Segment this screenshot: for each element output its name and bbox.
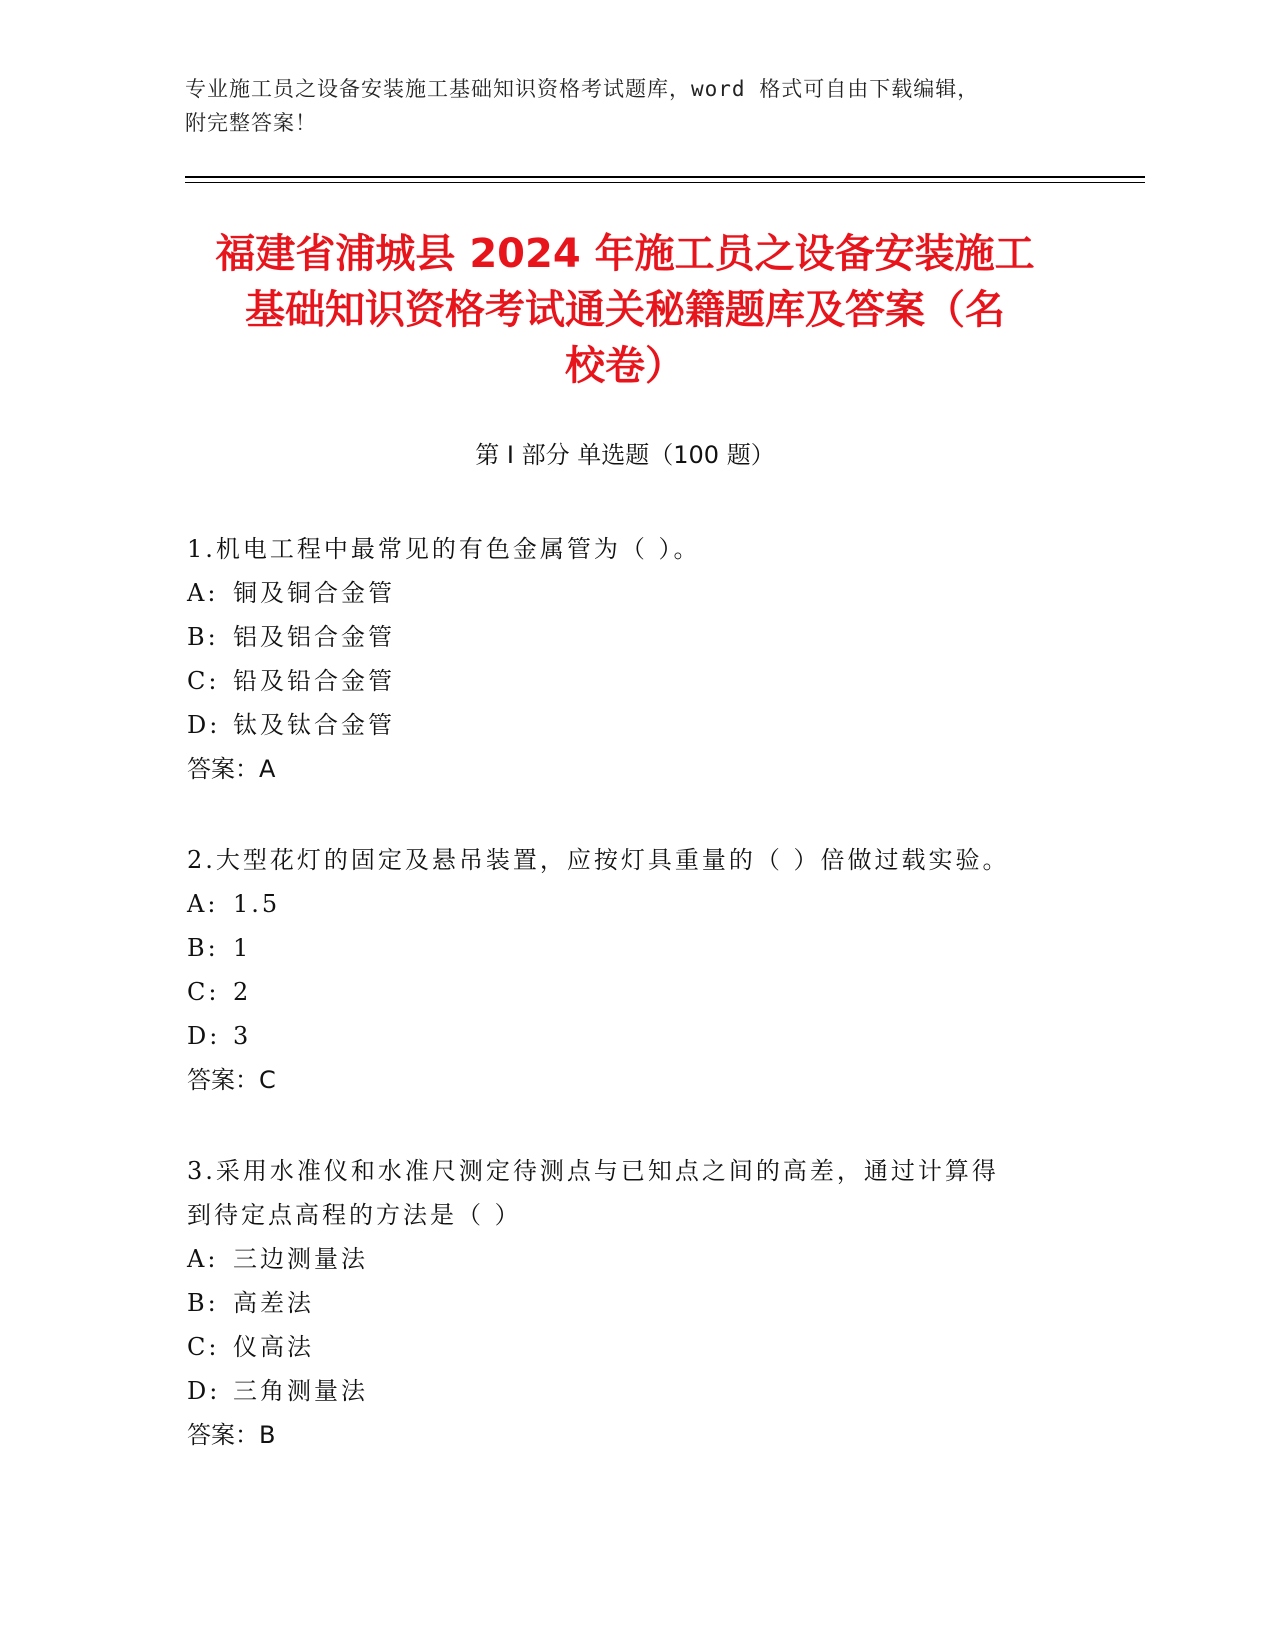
question-stem: 1.机电工程中最常见的有色金属管为（ ）。: [187, 535, 701, 563]
option-text: 铅及铅合金管: [233, 667, 395, 695]
option-key: C:: [187, 1333, 220, 1361]
option-key: D:: [187, 1022, 221, 1050]
question-1: [187, 527, 1087, 791]
option-a: [187, 1237, 1087, 1281]
question-list: [187, 527, 1087, 1504]
option-key: C:: [187, 667, 220, 695]
option-text: 三角测量法: [233, 1377, 368, 1405]
document-title-line: 校卷）: [565, 343, 685, 389]
option-d: [187, 1369, 1087, 1413]
option-text: 2: [233, 978, 252, 1006]
answer-line: 答案：B: [187, 1421, 276, 1449]
option-d: [187, 1014, 1087, 1058]
question-3: [187, 1149, 1087, 1457]
option-text: 1: [233, 934, 252, 962]
option-text: 三边测量法: [233, 1245, 368, 1273]
section-heading: 第 I 部分 单选题（100 题）: [475, 441, 775, 469]
document-title-line: 福建省浦城县 2024 年施工员之设备安装施工: [215, 231, 1035, 277]
option-a: [187, 571, 1087, 615]
option-c: [187, 1325, 1087, 1369]
option-b: [187, 615, 1087, 659]
document-title-line: 基础知识资格考试通关秘籍题库及答案（名: [245, 287, 1005, 333]
option-text: 仪高法: [233, 1333, 314, 1361]
option-d: [187, 703, 1087, 747]
question-stem: 到待定点高程的方法是（ ）: [187, 1201, 522, 1229]
option-key: D:: [187, 711, 221, 739]
answer-line: 答案：C: [187, 1066, 276, 1094]
option-text: 铜及铜合金管: [233, 579, 395, 607]
option-key: D:: [187, 1377, 221, 1405]
option-b: [187, 926, 1087, 970]
header-note-line: 专业施工员之设备安装施工基础知识资格考试题库，word 格式可自由下载编辑，: [185, 77, 980, 101]
document-title: [185, 226, 1065, 394]
header-note: [185, 72, 1065, 140]
option-text: 3: [233, 1022, 252, 1050]
header-divider-thin: [185, 182, 1145, 183]
option-key: B:: [187, 934, 219, 962]
option-c: [187, 970, 1087, 1014]
option-key: A:: [187, 1245, 219, 1273]
option-key: B:: [187, 623, 219, 651]
option-c: [187, 659, 1087, 703]
question-stem: 3.采用水准仪和水准尺测定待测点与已知点之间的高差，通过计算得: [187, 1157, 999, 1185]
option-key: A:: [187, 579, 219, 607]
option-key: C:: [187, 978, 220, 1006]
answer-line: 答案：A: [187, 755, 276, 783]
option-key: A:: [187, 890, 219, 918]
option-text: 钛及钛合金管: [233, 711, 395, 739]
option-text: 高差法: [233, 1289, 314, 1317]
header-divider-thick: [185, 176, 1145, 178]
option-text: 铝及铝合金管: [233, 623, 395, 651]
header-note-line: 附完整答案！: [185, 111, 317, 135]
option-b: [187, 1281, 1087, 1325]
option-text: 1.5: [233, 890, 281, 918]
option-a: [187, 882, 1087, 926]
question-2: [187, 838, 1087, 1102]
option-key: B:: [187, 1289, 219, 1317]
question-stem: 2.大型花灯的固定及悬吊装置，应按灯具重量的（ ）倍做过载实验。: [187, 846, 1010, 874]
